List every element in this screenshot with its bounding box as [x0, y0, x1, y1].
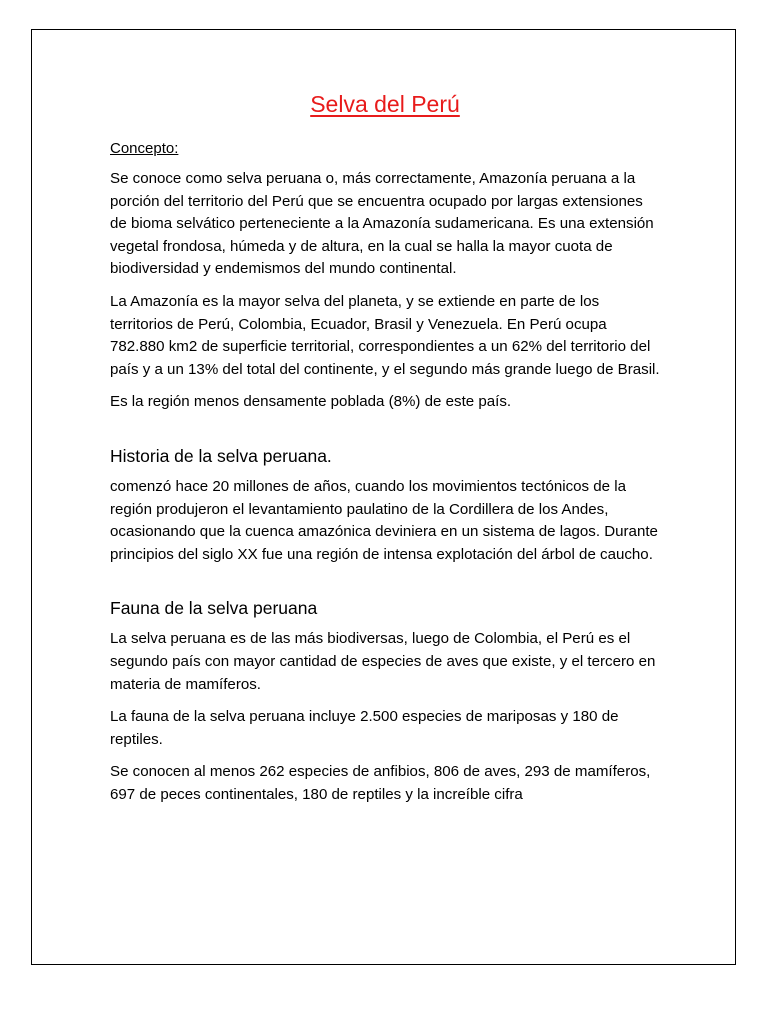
- document-title: Selva del Perú: [310, 91, 460, 117]
- intro-paragraph-1: Se conoce como selva peruana o, más correctamente, Amazonía peruana a la porción del territorio del Perú que se encuentra ocupado por largas extensiones de bioma selvático perteneciente a la Amazonía sudamericana. Es una extensión vegetal frondosa, húmeda y de altura, en la cual se halla la mayor cuota de biodiversidad y endemismos del mundo continental.: [110, 170, 654, 278]
- intro-paragraph-2: La Amazonía es la mayor selva del planeta, y se extiende en parte de los territorios de Perú, Colombia, Ecuador, Brasil y Venezuela. En Perú ocupa 782.880 km2 de superficie territorial, correspondientes a un 62% del territorio del país y a un 13% del total del continente, y el segundo más grande luego de Brasil.: [110, 292, 660, 378]
- fauna-paragraph-3: Se conocen al menos 262 especies de anfibios, 806 de aves, 293 de mamíferos, 697 de peces continentales, 180 de reptiles y la increíble cifra: [110, 763, 651, 803]
- concept-label: Concepto:: [110, 140, 179, 157]
- intro-paragraph-3: Es la región menos densamente poblada (8%) de este país.: [110, 393, 512, 411]
- history-heading: Historia de la selva peruana.: [110, 445, 332, 466]
- history-paragraph: comenzó hace 20 millones de años, cuando los movimientos tectónicos de la región produjeron el levantamiento paulatino de la Cordillera de los Andes, ocasionando que la cuenca amazónica deviniera en un sistema de lagos. Durante principios del siglo XX fue una región de intensa explotación del árbol de caucho.: [110, 477, 658, 563]
- fauna-paragraph-1: La selva peruana es de las más biodiversas, luego de Colombia, el Perú es el segundo país con mayor cantidad de especies de aves que existe, y el tercero en materia de mamíferos.: [110, 630, 656, 693]
- fauna-paragraph-2: La fauna de la selva peruana incluye 2.500 especies de mariposas y 180 de reptiles.: [110, 708, 619, 748]
- document-content: [110, 86, 660, 816]
- fauna-heading: Fauna de la selva peruana: [110, 598, 318, 619]
